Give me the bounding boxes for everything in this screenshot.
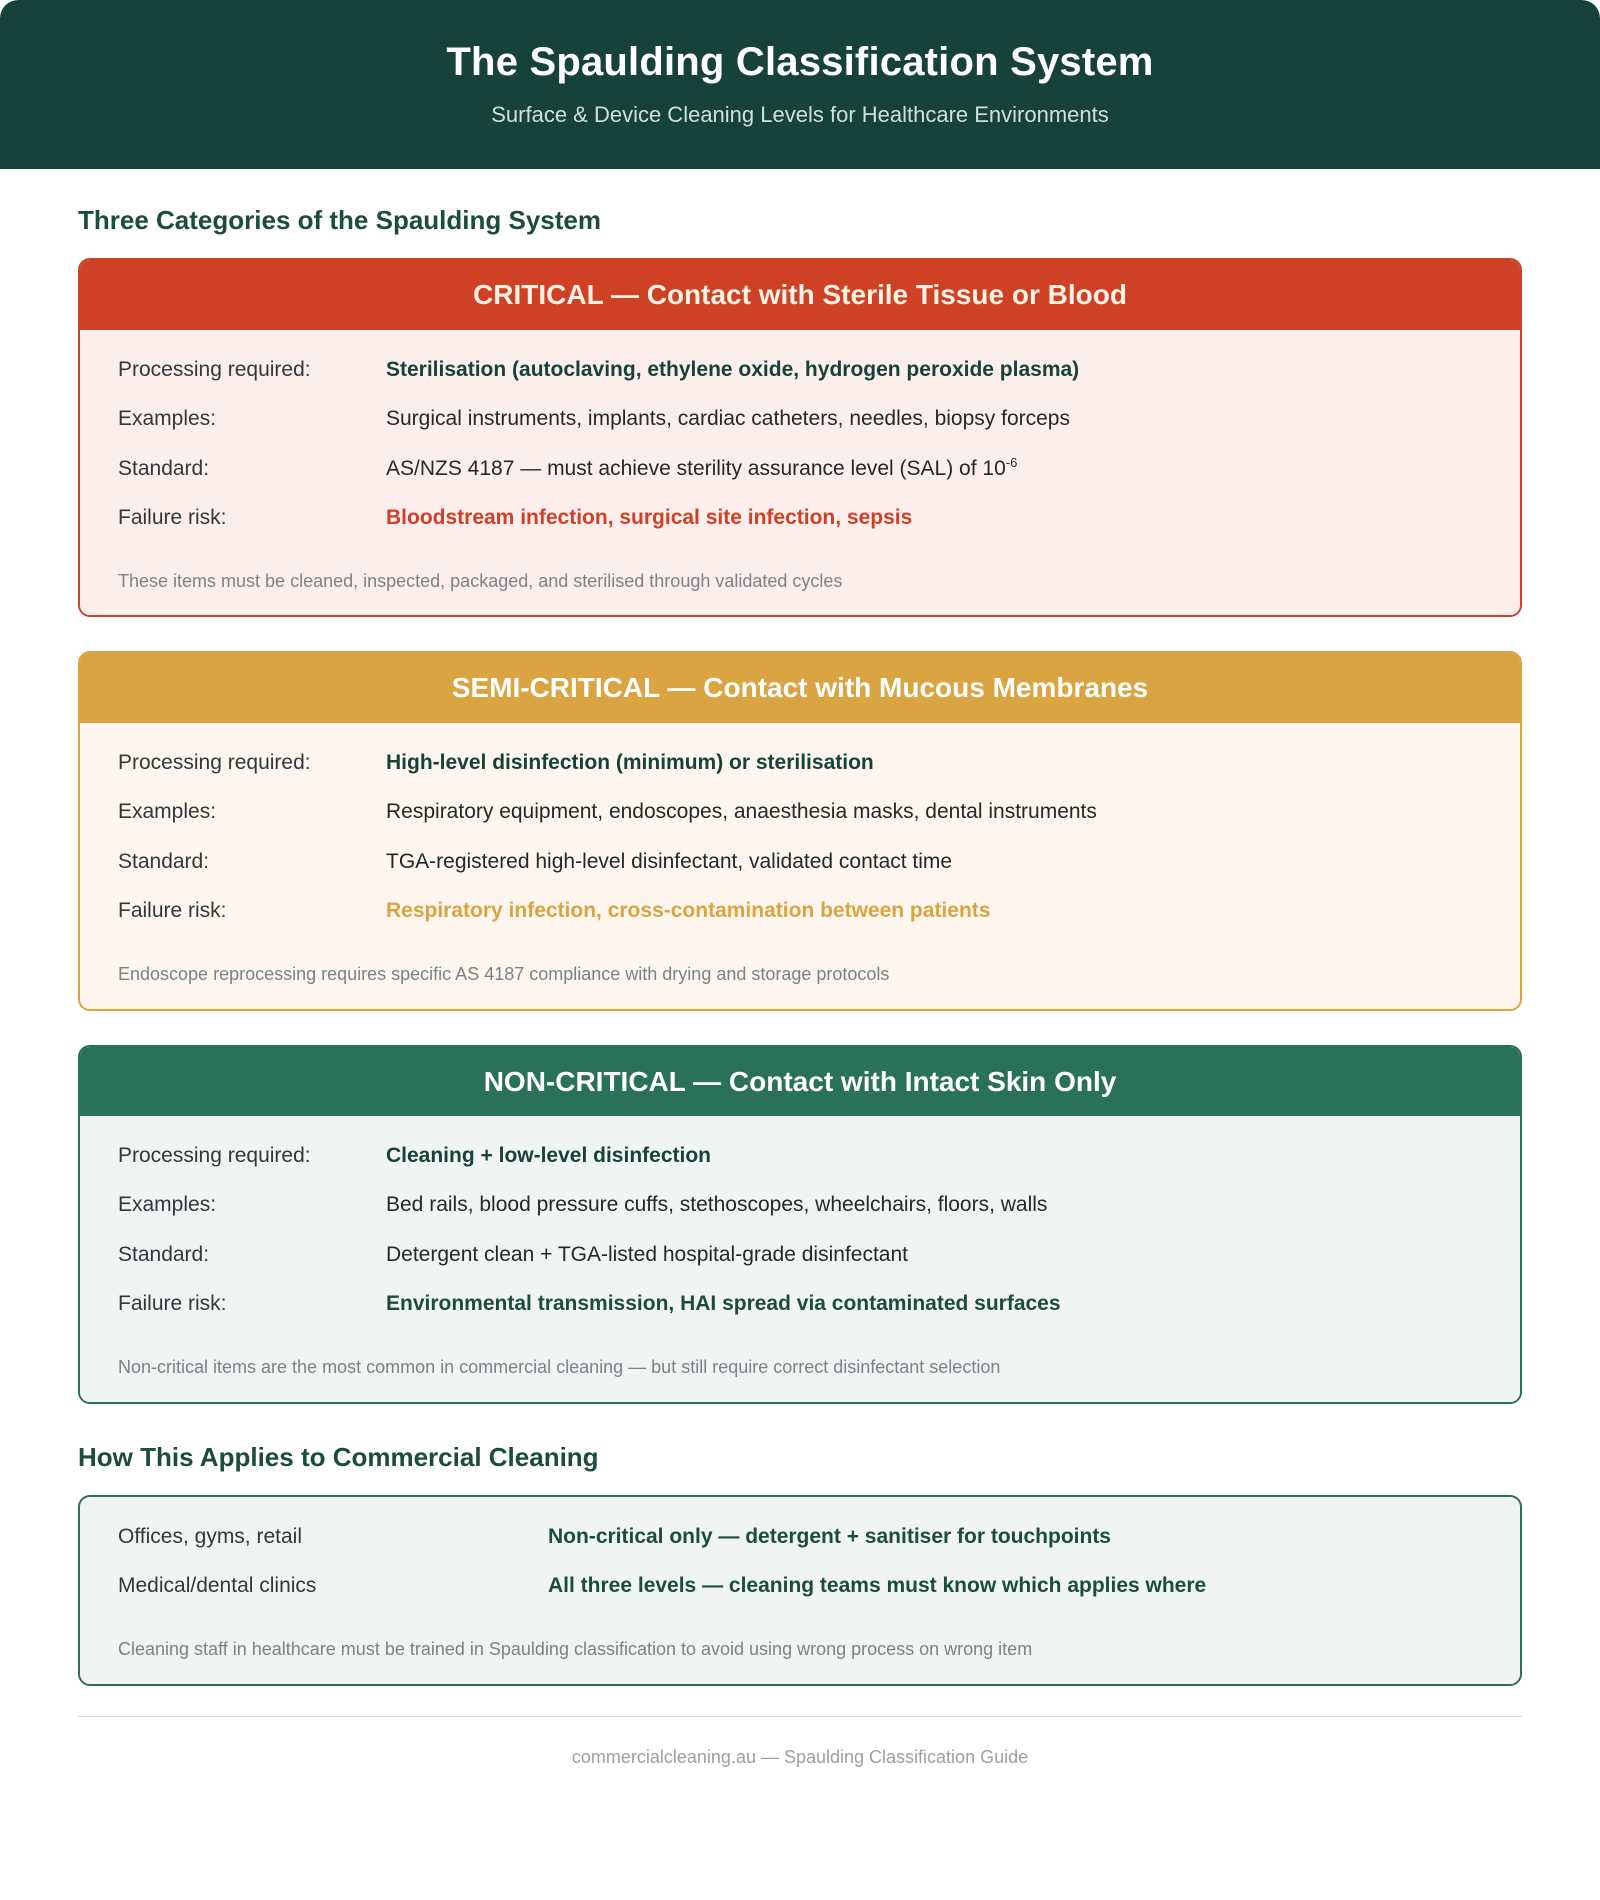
page-subtitle: Surface & Device Cleaning Levels for Healthcare Environments — [491, 101, 1109, 127]
page-title: The Spaulding Classification System — [446, 40, 1154, 84]
row-value-standard — [386, 1241, 908, 1268]
category-body-critical — [80, 330, 1520, 615]
category-title-non-critical: NON-CRITICAL — Contact with Intact Skin Only — [80, 1047, 1520, 1117]
row-value-processing: Sterilisation (autoclaving, ethylene oxide, hydrogen peroxide plasma) — [386, 357, 1080, 381]
row-label-processing: Processing required: — [118, 1144, 311, 1168]
applies-row-offices — [118, 1523, 1482, 1550]
category-body-semi-critical — [80, 723, 1520, 1008]
row-examples — [118, 405, 1482, 432]
main-content — [0, 169, 1600, 1685]
applies-label-offices: Offices, gyms, retail — [118, 1524, 302, 1548]
categories-section-heading: Three Categories of the Spaulding System — [78, 205, 601, 236]
applies-panel — [78, 1495, 1522, 1686]
standard-text: TGA-registered high-level disinfectant, validated contact time — [386, 849, 953, 873]
row-label-processing: Processing required: — [118, 357, 311, 381]
row-value-examples: Respiratory equipment, endoscopes, anaesthesia masks, dental instruments — [386, 800, 1097, 824]
row-processing — [118, 1142, 1482, 1169]
category-card-critical — [78, 258, 1522, 617]
category-title-critical: CRITICAL — Contact with Sterile Tissue or Blood — [80, 260, 1520, 330]
row-label-examples: Examples: — [118, 1193, 217, 1217]
row-label-failure: Failure risk: — [118, 1292, 227, 1316]
row-label-standard: Standard: — [118, 849, 210, 873]
row-label-standard: Standard: — [118, 456, 210, 480]
row-failure — [118, 504, 1482, 531]
row-examples — [118, 1191, 1482, 1218]
row-processing — [118, 749, 1482, 776]
row-value-processing: High-level disinfection (minimum) or sterilisation — [386, 751, 874, 775]
applies-label-clinics: Medical/dental clinics — [118, 1573, 317, 1597]
row-failure — [118, 897, 1482, 924]
card-note-semi-critical: Endoscope reprocessing requires specific AS 4187 compliance with drying and storage protocols — [118, 964, 890, 985]
row-examples — [118, 798, 1482, 825]
row-value-examples: Surgical instruments, implants, cardiac catheters, needles, biopsy forceps — [386, 407, 1070, 431]
row-label-processing: Processing required: — [118, 751, 311, 775]
row-standard — [118, 848, 1482, 875]
row-value-standard — [386, 455, 1017, 482]
standard-exponent: -6 — [1005, 454, 1018, 470]
row-label-failure: Failure risk: — [118, 505, 227, 529]
row-label-examples: Examples: — [118, 800, 217, 824]
category-title-semi-critical: SEMI-CRITICAL — Contact with Mucous Membranes — [80, 653, 1520, 723]
row-value-failure: Bloodstream infection, surgical site infection, sepsis — [386, 505, 913, 529]
row-value-failure: Respiratory infection, cross-contamination between patients — [386, 898, 991, 922]
row-value-examples: Bed rails, blood pressure cuffs, stethoscopes, wheelchairs, floors, walls — [386, 1193, 1048, 1217]
row-label-examples: Examples: — [118, 407, 217, 431]
row-processing — [118, 356, 1482, 383]
row-label-standard: Standard: — [118, 1242, 210, 1266]
row-value-failure: Environmental transmission, HAI spread via contaminated surfaces — [386, 1292, 1061, 1316]
standard-text: AS/NZS 4187 — must achieve sterility assurance level (SAL) of 10 — [386, 456, 1006, 480]
applies-value-offices: Non-critical only — detergent + sanitiser for touchpoints — [548, 1524, 1111, 1548]
row-standard — [118, 455, 1482, 482]
applies-row-clinics — [118, 1572, 1482, 1599]
row-standard — [118, 1241, 1482, 1268]
page-footer — [78, 1716, 1522, 1768]
applies-section-heading: How This Applies to Commercial Cleaning — [78, 1441, 599, 1472]
applies-value-clinics: All three levels — cleaning teams must know which applies where — [548, 1573, 1207, 1597]
category-card-non-critical — [78, 1045, 1522, 1404]
category-body-non-critical — [80, 1116, 1520, 1401]
card-note-non-critical: Non-critical items are the most common in commercial cleaning — but still require correct disinfectant selection — [118, 1357, 1001, 1378]
row-failure — [118, 1290, 1482, 1317]
applies-note: Cleaning staff in healthcare must be trained in Spaulding classification to avoid using wrong process on wrong item — [118, 1639, 1033, 1660]
row-value-processing: Cleaning + low-level disinfection — [386, 1144, 711, 1168]
category-card-semi-critical — [78, 651, 1522, 1010]
row-label-failure: Failure risk: — [118, 898, 227, 922]
page-header — [0, 0, 1600, 169]
standard-text: Detergent clean + TGA-listed hospital-grade disinfectant — [386, 1242, 908, 1266]
row-value-standard — [386, 848, 952, 875]
card-note-critical: These items must be cleaned, inspected, packaged, and sterilised through validated cycles — [118, 571, 843, 592]
footer-text: commercialcleaning.au — Spaulding Classification Guide — [571, 1746, 1029, 1767]
